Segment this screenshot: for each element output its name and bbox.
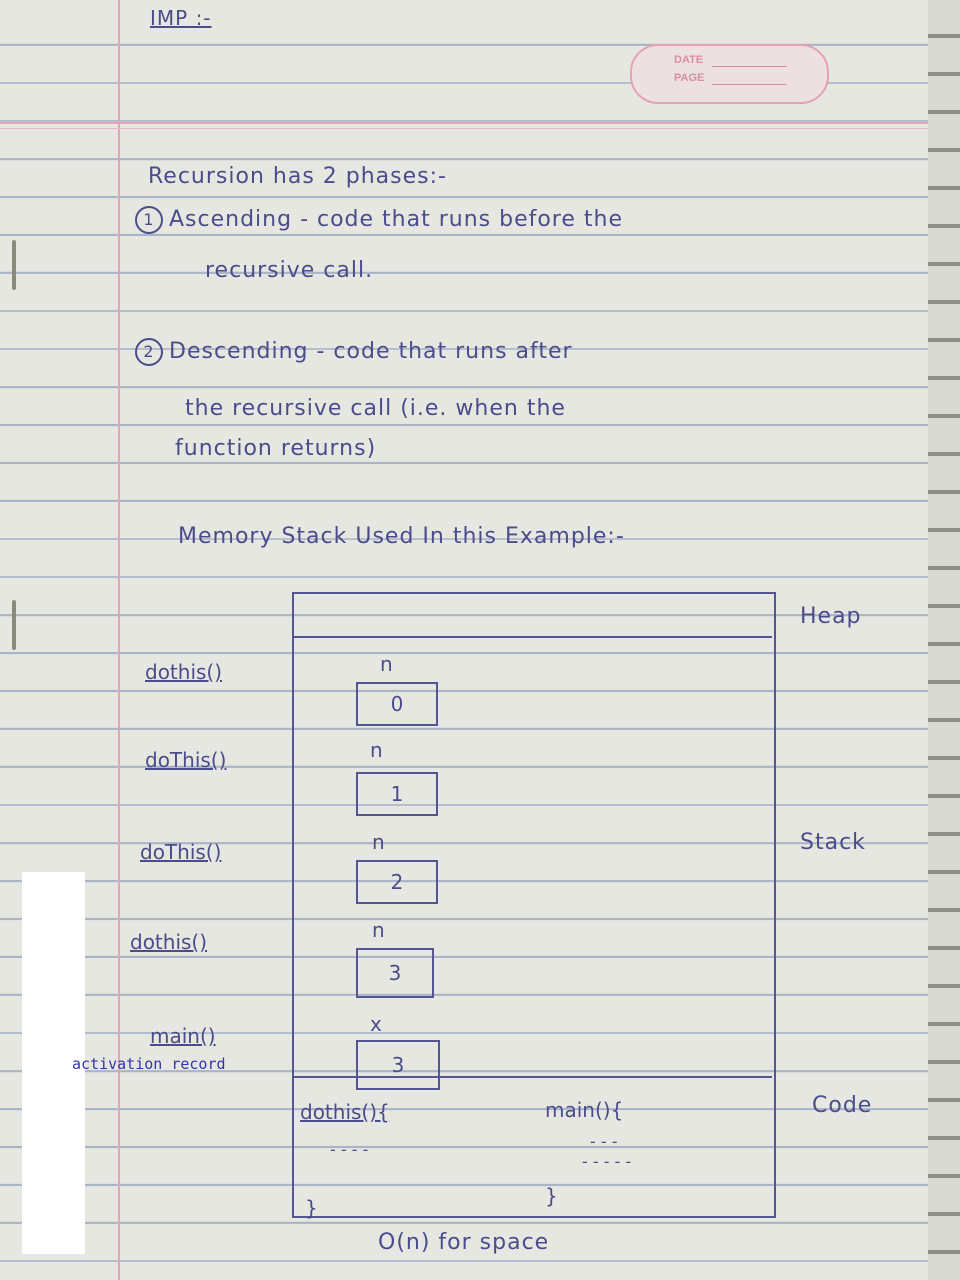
code-dothis-body: - - - - (330, 1140, 369, 1159)
stack-left-edge (292, 592, 294, 1076)
date-page-stamp (630, 44, 829, 104)
activation-record-annotation: activation record (72, 1055, 226, 1073)
recursion-phases-heading: Recursion has 2 phases:- (148, 164, 447, 189)
phase-ascending-continued: recursive call. (205, 258, 374, 283)
phase-descending-continued-1: the recursive call (i.e. when the (185, 396, 566, 421)
frame-label: main() (150, 1024, 216, 1048)
frame-label: dothis() (130, 930, 208, 954)
phase-descending-continued-2: function returns) (175, 436, 377, 461)
imp-heading: IMP :- (150, 6, 212, 30)
heap-divider (292, 592, 772, 638)
heap-label: Heap (800, 604, 862, 629)
frame-value: 0 (356, 682, 438, 726)
code-dothis: dothis(){ (300, 1100, 390, 1124)
frame-label: doThis() (145, 748, 227, 772)
number-circle: 2 (135, 338, 163, 366)
binder-ring (12, 600, 16, 650)
phase-descending-text: Descending - code that runs after (169, 339, 573, 364)
phase-ascending (135, 206, 623, 234)
code-main-body-2: - - - - - (582, 1152, 632, 1171)
frame-var: n (372, 918, 385, 942)
frame-var: n (380, 652, 393, 676)
space-complexity: O(n) for space (378, 1230, 550, 1255)
date-label: DATE (674, 54, 704, 66)
frame-var: n (370, 738, 383, 762)
number-circle: 1 (135, 206, 163, 234)
phase-ascending-text: Ascending - code that runs before the (169, 207, 624, 232)
code-main: main(){ (545, 1098, 624, 1122)
frame-value: 1 (356, 772, 438, 816)
code-main-body-1: - - - (590, 1132, 618, 1151)
date-line (712, 66, 787, 67)
code-label: Code (812, 1093, 873, 1118)
memory-stack-title: Memory Stack Used In this Example:- (178, 524, 625, 549)
code-main-close: } (545, 1184, 558, 1208)
frame-var: n (372, 830, 385, 854)
page-edge (928, 0, 960, 1280)
frame-label: doThis() (140, 840, 222, 864)
frame-label: dothis() (145, 660, 223, 684)
page-label: PAGE (674, 72, 705, 84)
header-rule-secondary (0, 128, 935, 129)
code-dothis-close: } (305, 1196, 318, 1220)
page-line (712, 84, 787, 85)
stack-label: Stack (800, 830, 866, 855)
margin-line (118, 0, 120, 1280)
frame-var: x (370, 1012, 382, 1036)
frame-value: 2 (356, 860, 438, 904)
frame-value: 3 (356, 948, 434, 998)
phase-descending (135, 338, 573, 366)
header-rule (0, 122, 935, 124)
frame-value: 3 (356, 1040, 440, 1090)
binder-ring (12, 240, 16, 290)
